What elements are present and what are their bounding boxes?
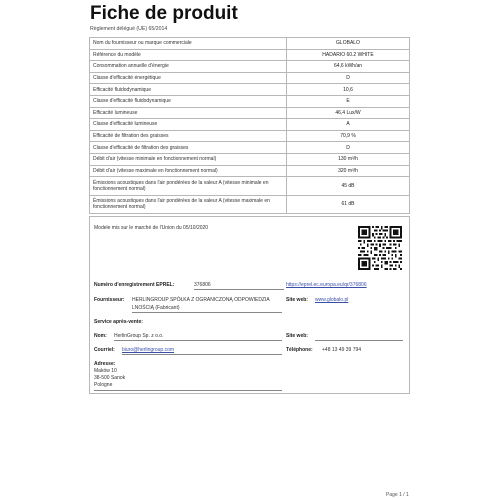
service-website-label: Site web: [286,333,308,339]
row-value: 10,6 [287,84,410,96]
row-value: D [287,72,410,84]
row-value: 45 dB [287,177,410,196]
address-line: 38-500 Sanok [94,375,126,381]
table-row [90,142,410,154]
table-row [90,95,410,107]
service-title: Service après-vente: [94,319,143,325]
row-value: 61 dB [287,195,410,214]
table-row [90,72,410,84]
supplier-card [89,216,410,394]
row-value: 320 m³/h [287,165,410,177]
supplier-name-line1: HERLINGROUP SPÓŁKA Z OGRANICZONĄ ODPOWIEDZIA [132,297,270,303]
row-label: Émissions acoustiques dans l'air pondérées de la valeur A (vitesse maximale en fonctionnement normal) [90,195,287,214]
row-value: 64,6 kWh/an [287,61,410,73]
table-row [90,38,410,50]
website-label: Site web: [286,297,308,303]
qr-code-icon[interactable] [358,226,402,270]
row-label: Nom du fournisseur ou marque commerciale [90,38,287,50]
spec-table [89,37,410,214]
row-label: Efficacité fluidodynamique [90,84,287,96]
row-value: A [287,119,410,131]
service-name-underline [114,340,282,341]
row-label: Classe d'efficacité lumineuse [90,119,287,131]
market-note: Modele mis sur le marché de l'Union du 05/10/2020 [94,225,209,231]
page-number: Page 1 / 1 [386,492,409,498]
address-label: Adresse: [94,361,116,367]
row-label: Classe d'efficacité énergétique [90,72,287,84]
row-label: Classe d'efficacité de filtration des graisses [90,142,287,154]
row-value: D [287,142,410,154]
table-row [90,153,410,165]
row-label: Débit d'air (vitesse minimale en fonctionnement normal) [90,153,287,165]
table-row [90,195,410,214]
service-website-underline [315,340,403,341]
row-value: HADARIO 60.2 WHITE [287,49,410,61]
email-underline [122,354,282,355]
row-value: 46,4 Lux/W [287,107,410,119]
row-value: 70,9 % [287,130,410,142]
eprel-value: 376806 [194,282,211,288]
row-value: 130 m³/h [287,153,410,165]
table-row [90,49,410,61]
service-name-value: HerlinGroup Sp. z o.o. [114,333,164,339]
page-title: Fiche de produit [90,3,238,24]
phone-label: Téléphone: [286,347,313,353]
eprel-underline [194,289,284,290]
phone-value: +48 13 49 39 794 [322,347,362,353]
table-row [90,130,410,142]
table-row [90,61,410,73]
regulation-subtitle: Règlement délégué (UE) 65/2014 [90,26,168,32]
table-row [90,84,410,96]
row-label: Référence du modèle [90,49,287,61]
supplier-label: Fournisseur: [94,297,125,303]
email-link[interactable]: biuro@herlingroup.com [122,347,175,353]
eprel-link[interactable]: https://eprel.ec.europa.eu/qr/376806 [286,282,367,288]
row-label: Débit d'air (vitesse maximale en fonctionnement normal) [90,165,287,177]
table-row [90,177,410,196]
row-label: Efficacité lumineuse [90,107,287,119]
address-underline [94,390,282,391]
table-row [90,165,410,177]
row-label: Consommation annuelle d'énergie [90,61,287,73]
supplier-underline [132,312,282,313]
supplier-name-line2: LNOŚCIĄ (Fabricant) [132,305,180,311]
email-label: Courriel: [94,347,115,353]
row-value: GLOBALO [287,38,410,50]
website-link[interactable]: www.globalo.pl [315,297,349,303]
service-name-label: Nom: [94,333,107,339]
address-line: Maków 10 [94,368,117,374]
table-row [90,119,410,131]
row-value: E [287,95,410,107]
row-label: Classe d'efficacité fluidodynamique [90,95,287,107]
table-row [90,107,410,119]
row-label: Efficacité de filtration des graisses [90,130,287,142]
eprel-label: Numéro d'enregistrement EPREL: [94,282,175,288]
address-line: Pologne [94,382,113,388]
row-label: Émissions acoustiques dans l'air pondérées de la valeur A (vitesse minimale en fonctionnement normal) [90,177,287,196]
